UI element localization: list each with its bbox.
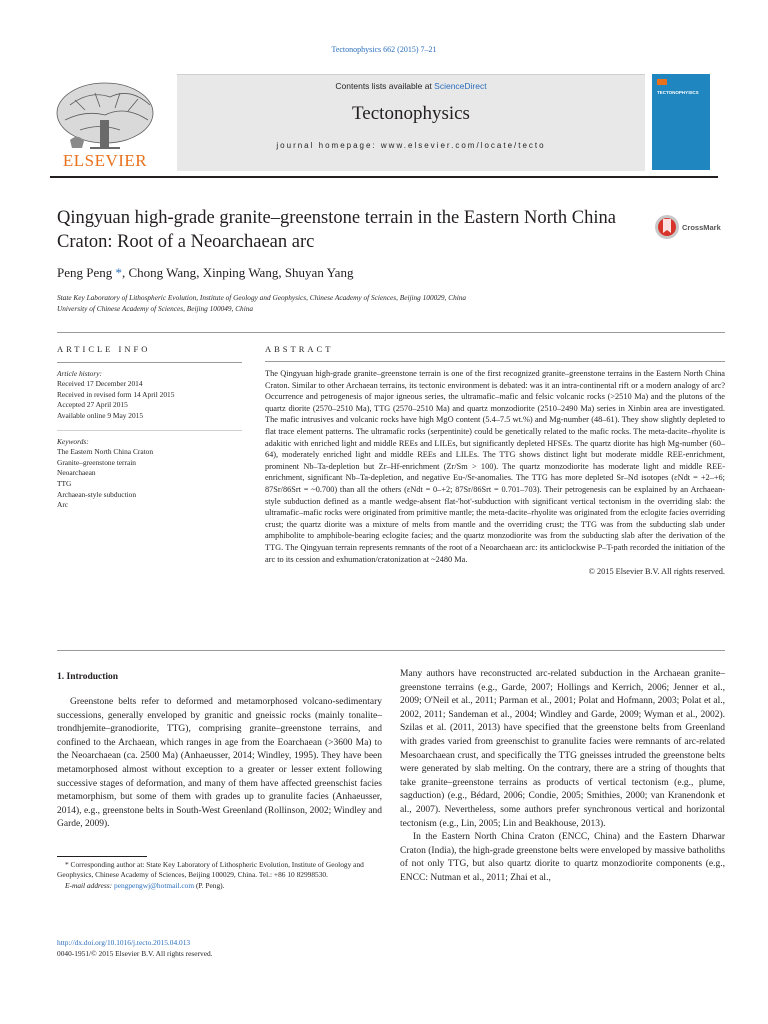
author-name: Xinping Wang [202,265,279,280]
keyword-item: Archaean-style subduction [57,489,137,499]
history-item: Received 17 December 2014 [57,379,143,389]
email-suffix: (P. Peng). [194,880,225,890]
history-label: Article history: [57,368,102,378]
corresponding-author-note: * Corresponding author at: State Key Laboratory of Lithospheric Evolution, Institute of Geology and Geophysics, Chinese Academy of Sciences, Beijing 100029, China. Tel.: +86 10 82998530. [57,860,364,880]
crossmark-badge[interactable] [654,213,724,243]
author-separator: , [278,265,285,280]
journal-reference[interactable]: Tectonophysics 662 (2015) 7–21 [331,45,437,54]
abstract-bottom-divider [57,650,725,651]
author-separator: , [122,265,129,280]
crossmark-label: CrossMark [682,223,721,232]
abstract-heading: ABSTRACT [265,344,334,354]
journal-header-panel [177,74,645,171]
history-item: Received in revised form 14 April 2015 [57,389,175,399]
intro-paragraph-1: Greenstone belts refer to deformed and metamorphosed volcano-sedimentary successions, generally enveloped by granitic and gneissic rocks (mainly tonalite–trondhjemite–granodiorite, TTG), comprising granite–greenstone terrains, and confined to the Archaean, which ranges in age from the Eoarchaean (>3600 Ma) to the Neoarchaean (ca. 2500 Ma) (Anhaeusser, 2014; Windley, 1995). They have been metamorphosed almost without exception to a greater or lesser extent following successive stages of deformation, and many of them have affected greenschist facies metamorphism, but some of them with grades up to granulite facies (Anhaeusser, 2014), e.g., greenstone belts in South-West Greenland (Rollinson, 2002; Windley and Garde, 2009). [57,697,382,830]
doi-link[interactable]: http://dx.doi.org/10.1016/j.tecto.2015.04.013 [57,938,191,947]
elsevier-logo [50,75,170,170]
keyword-item: Granite–greenstone terrain [57,457,137,467]
keywords-label: Keywords: [57,436,89,446]
article-title: Qingyuan high-grade granite–greenstone terrain in the Eastern North China Craton: Root of a Neoarchaean arc [57,208,616,252]
body-column-right [400,668,725,886]
article-info-divider [57,362,242,363]
affiliations [57,292,707,314]
intro-paragraph-2: Many authors have reconstructed arc-related subduction in the Archaean granite–greenstone terrains (e.g., Garde, 2007; Hollings and Kerrich, 2006; Jenner et al., 2009; O'Neil et al., 2011; Parman et al., 2001; Polat and Hofmann, 2003; Polat et al., 2002, 2011; Sandeman et al., 2004; Windley and Garde, 2009; Wyman et al., 2002). Szilas et al. (2011, 2013) have specified that the greenstone belts from Greenland with grades varied from greenschist to granulite facies were remnants of arc-related Mesoarchaean crust, and specifically the TTG gneisses intruded the greenstone belts were generated by slab melting. On the contrary, there are a string of thoughts that take granite–greenstone terrains as products of vertical tectonism (e.g., plume, sagduction) (e.g., Bédard, 2006; Condie, 2005; Smithies, 2000; van Kranendonk et al., 2007). Nevertheless, some authors prefer synchronous vertical and horizontal tectonism (e.g., Lin, 2005; Lin and Beakhouse, 2013). [400,669,725,829]
abstract-text: The Qingyuan high-grade granite–greenstone terrain is one of the first recognized granite–greenstone terrains in the Eastern North China Craton. Similar to other Archaean terrains, its tectonic environment is debated: was it an intra-continental rift or a modern analogy of arc? Occurrence and petrogenesis of major igneous series, the ultramafic–mafic and felsic volcanic rocks (>2510 Ma) and the plutons of the quartz diorite (2570–2510 Ma), TTG (2570–2510 Ma) and quartz monzodiorite (2510–2490 Ma) series in Xinbin area are investigated. The mafic intrusives and volcanic rocks have high MgO content (5.4–7.5 wt.%) and Mg-number (48–61). They show slightly depleted to flat trace element patterns. The ultramafic rocks (serpentinite) could be genetically related to the mafic rocks. The meta-dacite–rhyolite is adakitic with enriched light and middle REEs and LILEs, but significantly depleted HFSEs. The quartz diorite has high Mg-number (60–64), moderately enriched light and middle REEs and LILEs. The TTG shows distinct light but moderate middle REE-enrichment, prominent Nb–Ta-depletion but Zr–Hf-enrichment (Zr/Sm > 100). The quartz monzodiorite has moderate light and middle REE-enrichment, significant Nb–Ta-depletion, and negative Eu-/Sr-anomalies. The TTG has more depleted Sr–Nd isotopes (εNdt = +2–+6; 87Sr/86Srt = ~0.700) than all the others (εNdt = 0–+2; 87Sr/86Srt = 0.701–703). Their petrogenesis can be explained by an Archaean-style subduction defined as a mantle wedge-absent flat-'hot'-subduction with significant vertical tectonism in the overriding slab: the ultramafic–mafic rocks were originated from primitive mantle; the meta-dacite–rhyolite was originated from the eclogite facies overriding crust; the quartz diorite was a mixture of melts from mantle and the overriding crust; the TTG was from the subducting slab under amphibolite to amphibole-bearing eclogite facies; and the quartz monzodiorite was from the subducting slab after the derivation of the TTG. The Qingyuan terrain represents remnants of the root of a Neoarchaean arc: its anticlockwise P–T-path recorded the initiation of the arc to its cession and exhumation/cratonization at ~2480 Ma. [265,369,725,564]
contents-line [177,81,645,91]
sciencedirect-link[interactable]: ScienceDirect [434,81,487,91]
cover-title: TECTONOPHYSICS [657,90,699,95]
issn-copyright: 0040-1951/© 2015 Elsevier B.V. All rights reserved. [57,948,213,958]
abstract-divider [265,361,725,362]
header-divider [50,176,718,178]
keywords-divider [57,430,242,431]
cover-logo-icon [657,79,667,85]
author-separator: , [196,265,203,280]
abstract-copyright: © 2015 Elsevier B.V. All rights reserved. [588,567,725,577]
author-name: Peng Peng [57,265,113,280]
author-list [57,265,353,281]
article-info [57,344,242,511]
email-label: E-mail address: [65,880,114,890]
title-divider [57,332,725,333]
keyword-item: Arc [57,500,69,510]
author-name: Shuyan Yang [284,265,354,280]
crossmark-icon [654,213,680,243]
journal-name: Tectonophysics [352,103,470,124]
history-item: Accepted 27 April 2015 [57,400,128,410]
journal-cover-thumbnail [652,74,710,170]
affiliation-1: State Key Laboratory of Lithospheric Evolution, Institute of Geology and Geophysics, Chinese Academy of Sciences, Beijing 100029, China [57,293,467,302]
keyword-item: Neoarchaean [57,468,96,478]
journal-homepage[interactable]: journal homepage: www.elsevier.com/locate/tecto [276,141,546,150]
author-name: Chong Wang [128,265,197,280]
article-info-heading: ARTICLE INFO [57,344,151,354]
keyword-item: TTG [57,478,72,488]
history-item: Available online 9 May 2015 [57,410,144,420]
section-heading-introduction: 1. Introduction [57,672,119,682]
affiliation-2: University of Chinese Academy of Sciences, Beijing 100049, China [57,304,254,313]
intro-paragraph-3: In the Eastern North China Craton (ENCC, China) and the Eastern Dharwar Craton (India), the high-grade greenstone belts were enveloped by massive batholiths of not only TTG, but also quartz diorite to quartz monzodiorite components (e.g., ENCC: Nutman et al., 2011; Zhai et al., [400,832,725,883]
abstract-section [265,344,725,576]
body-column-left [57,696,382,832]
contents-prefix: Contents lists available at [335,81,435,91]
keyword-item: The Eastern North China Craton [57,447,154,457]
footnote-divider [57,856,147,857]
corresponding-author-mark[interactable]: * [112,265,122,280]
article-bottom-info [57,938,213,959]
publisher-name: ELSEVIER [62,151,148,170]
footnote [57,860,382,891]
email-line [57,881,382,891]
author-email-link[interactable]: pengpengwj@hotmail.com [114,880,195,890]
